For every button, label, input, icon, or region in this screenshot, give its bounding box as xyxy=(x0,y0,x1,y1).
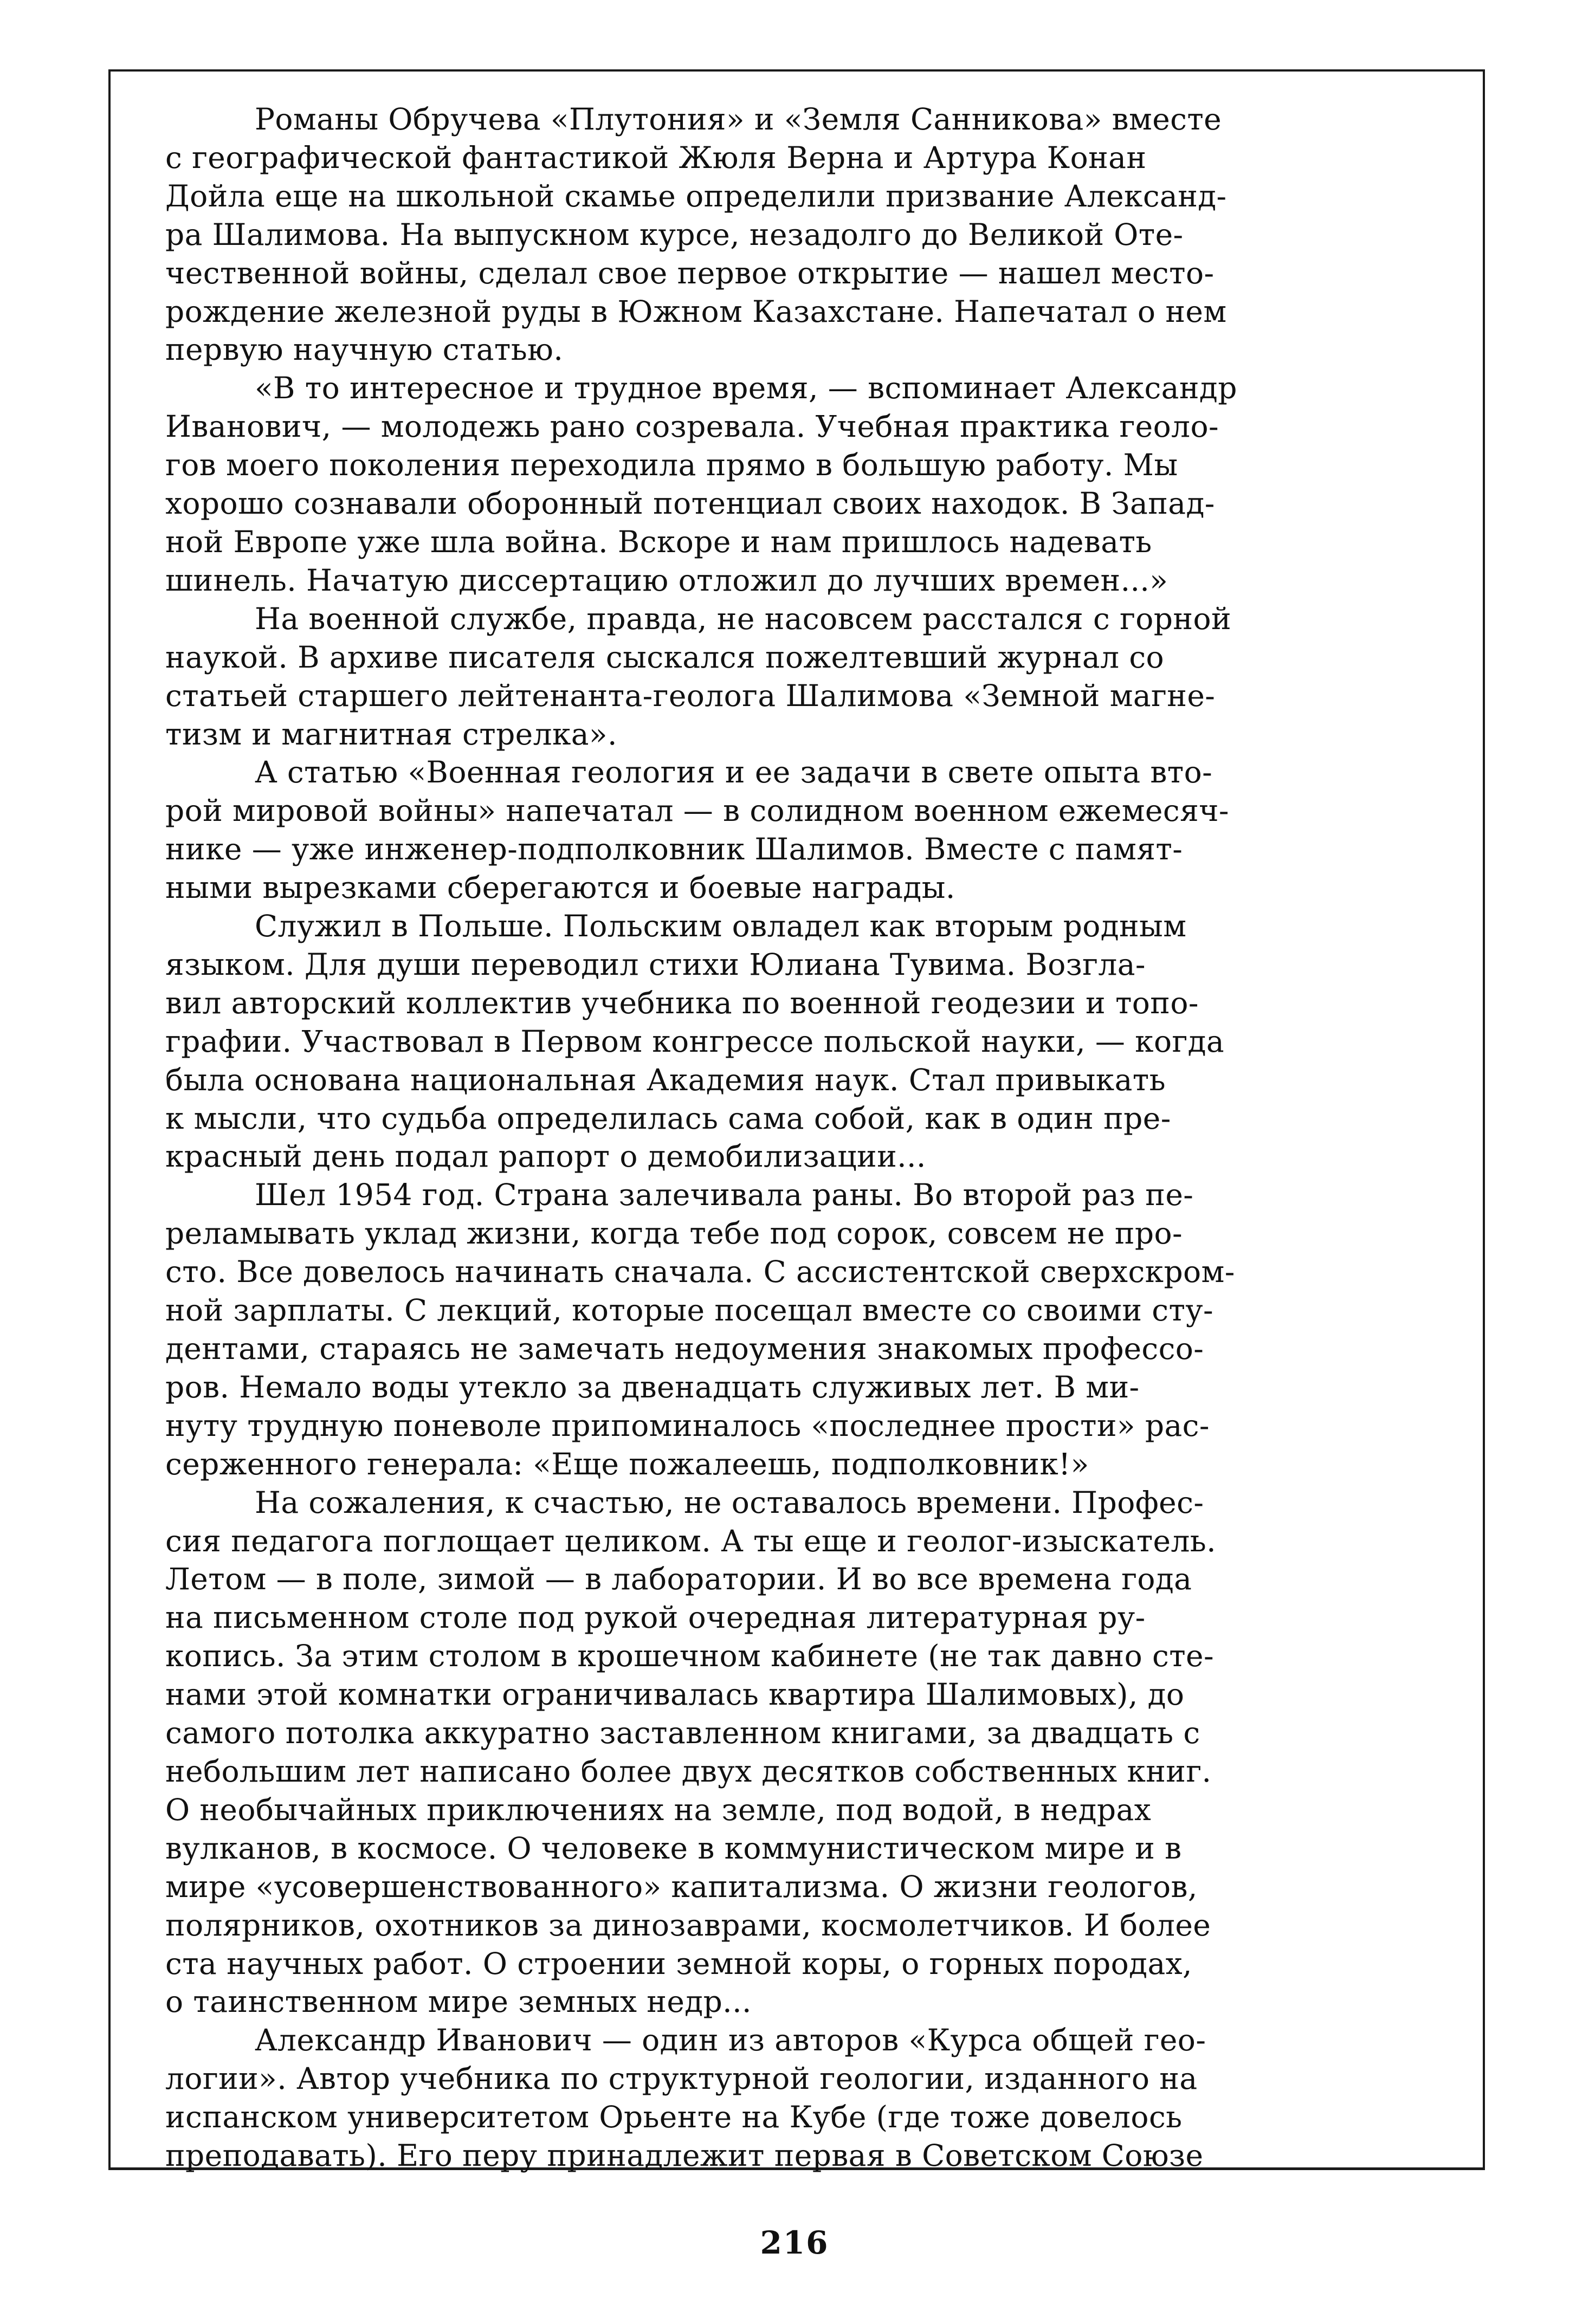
paragraph-3: На военной службе, правда, не насовсем расстался с горной наукой. В архиве писателя сыскался пожелтевший журнал со статьей старшего лейтенанта-геолога Шалимова «Земной магне- тизм и магнитная стрелка». xyxy=(165,601,1232,752)
page-number: 216 xyxy=(760,2224,829,2261)
paragraph-1: Романы Обручева «Плутония» и «Земля Санникова» вместе с географической фантастикой Жюля Верна и Артура Конан Дойла еще на школьной скамье определили призвание Александ- ра Шалимова. На выпускном курсе, незадолго до Великой Оте- чественной войны, сделал свое первое открытие — нашел место- рождение железной руды в Южном Казахстане. Напечатал о нем первую научную статью. xyxy=(165,102,1227,367)
paragraph-6: Шел 1954 год. Страна залечивала раны. Во второй раз пе- реламывать уклад жизни, когда тебе под сорок, совсем не про- сто. Все довелось начинать сначала. С ассистентской сверхскром- ной зарплаты. С лекций, которые посещал вместе со своими сту- дентами, стараясь не замечать недоумения знакомых профессо- ров. Немало воды утекло за двенадцать служивых лет. В ми- нуту трудную поневоле припоминалось «последнее прости» рас- серженного генерала: «Еще пожалеешь, подполковник!» xyxy=(165,1177,1235,1481)
paragraph-7: На сожаления, к счастью, не оставалось времени. Профес- сия педагога поглощает целиком. А ты еще и геолог-изыскатель. Летом — в поле, зимой — в лаборатории. И во все времена года на письменном столе под рукой очередная литературная ру- копись. За этим столом в крошечном кабинете (не так давно сте- нами этой комнатки ограничивалась квартира Шалимовых), до самого потолка аккуратно заставленном книгами, за двадцать с небольшим лет написано более двух десятков собственных книг. О необычайных приключениях на земле, под водой, в недрах вулканов, в космосе. О человеке в коммунистическом мире и в мире «усовершенствованного» капитализма. О жизни геологов, полярников, охотников за динозаврами, космолетчиков. И более ста научных работ. О строении земной коры, о горных породах, о таинственном мире земных недр... xyxy=(165,1485,1217,2019)
paragraph-5: Служил в Польше. Польским овладел как вторым родным языком. Для души переводил стихи Юлиана Тувима. Возгла- вил авторский коллектив учебника по военной геодезии и топо- графии. Участвовал в Первом конгрессе польской науки, — когда была основана национальная Академия наук. Стал привыкать к мысли, что судьба определилась сама собой, как в один пре- красный день подал рапорт о демобилизации... xyxy=(165,909,1225,1174)
paragraph-4: А статью «Военная геология и ее задачи в свете опыта вто- рой мировой войны» напечатал — в солидном военном ежемесяч- нике — уже инженер-подполковник Шалимов. Вместе с памят- ными вырезками сберегаются и боевые награды. xyxy=(165,755,1229,905)
paragraph-8: Александр Иванович — один из авторов «Курса общей гео- логии». Автор учебника по структурной геологии, изданного на испанском университетом Орьенте на Кубе (где тоже довелось преподавать). Его перу принадлежит первая в Советском Союзе xyxy=(165,2023,1206,2173)
paragraph-2: «В то интересное и трудное время, — вспоминает Александр Иванович, — молодежь рано созревала. Учебная практика геоло- гов моего поколения переходила прямо в большую работу. Мы хорошо сознавали оборонный потенциал своих находок. В Запад- ной Европе уже шла война. Вскоре и нам пришлось надевать шинель. Начатую диссертацию отложил до лучших времен...» xyxy=(165,371,1237,598)
body-text xyxy=(165,100,1425,2175)
